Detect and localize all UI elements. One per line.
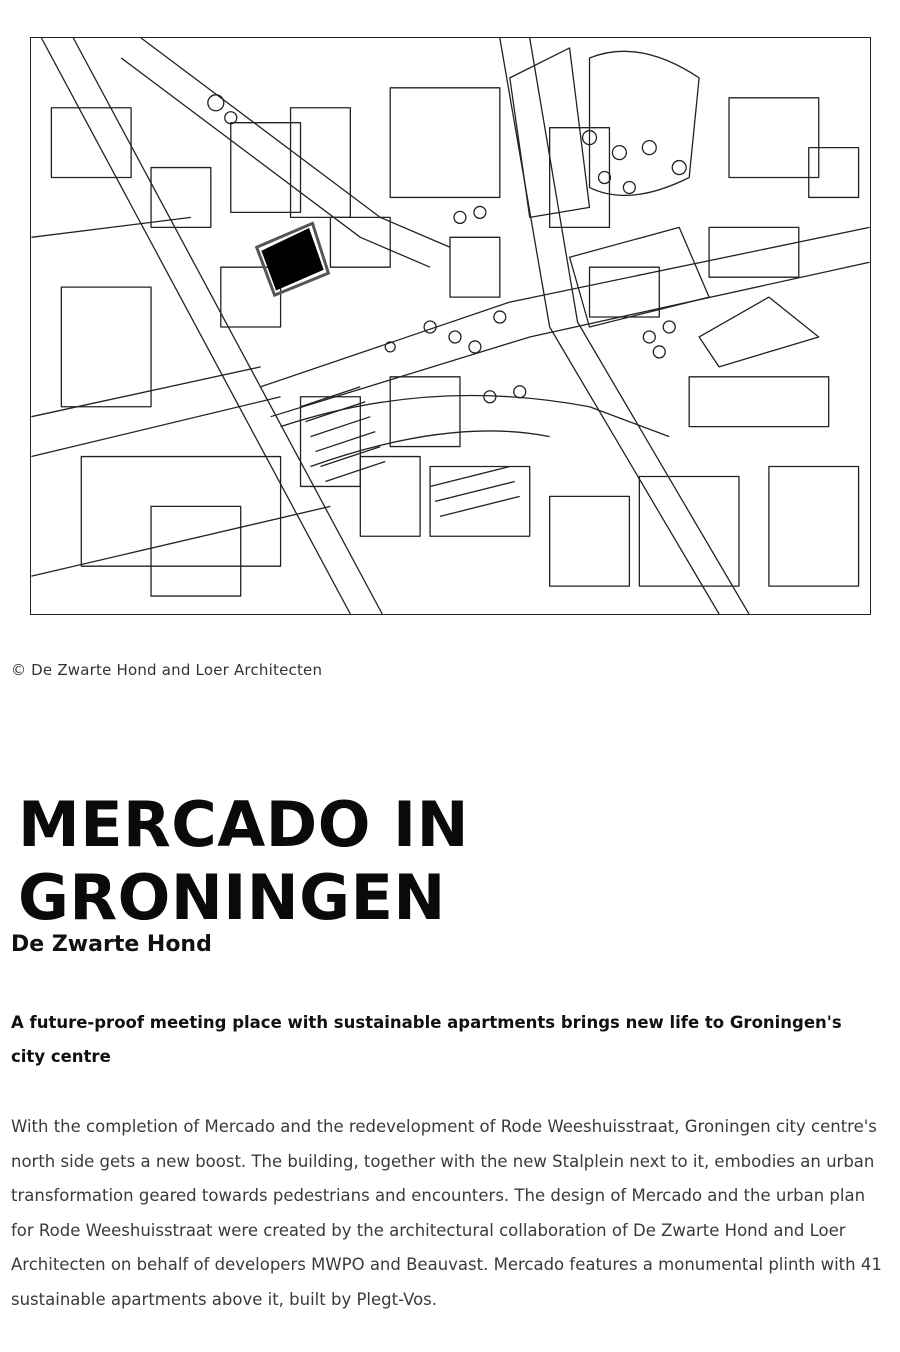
article-title: MERCADO IN GRONINGEN — [18, 788, 469, 934]
site-plan-drawing — [31, 38, 870, 614]
article-body: With the completion of Mercado and the redevelopment of Rode Weeshuisstraat, Groningen city centre's north side gets a new boost. The building, together with the new Stalplein next to it, embodies an urban transformation geared towards pedestrians and encounters. The design of Mercado and the urban plan for Rode Weeshuisstraat were created by the architectural collaboration of De Zwarte Hond and Loer Architecten on behalf of developers MWPO and Beauvast. Mercado features a monumental plinth with 41 sustainable apartments above it, built by Plegt-Vos. — [11, 1117, 882, 1309]
site-plan-map — [30, 37, 871, 615]
street-edge — [41, 38, 350, 614]
street-edge — [500, 38, 719, 614]
street-edge — [73, 38, 382, 614]
article-author: De Zwarte Hond — [11, 932, 212, 957]
building-blocks — [51, 48, 858, 596]
terrace-rows — [301, 387, 520, 517]
figure-caption: © De Zwarte Hond and Loer Architecten — [11, 661, 323, 679]
street-edge — [271, 262, 870, 416]
article-lead: A future-proof meeting place with sustainable apartments brings new life to Groningen's city centre — [11, 1013, 842, 1066]
